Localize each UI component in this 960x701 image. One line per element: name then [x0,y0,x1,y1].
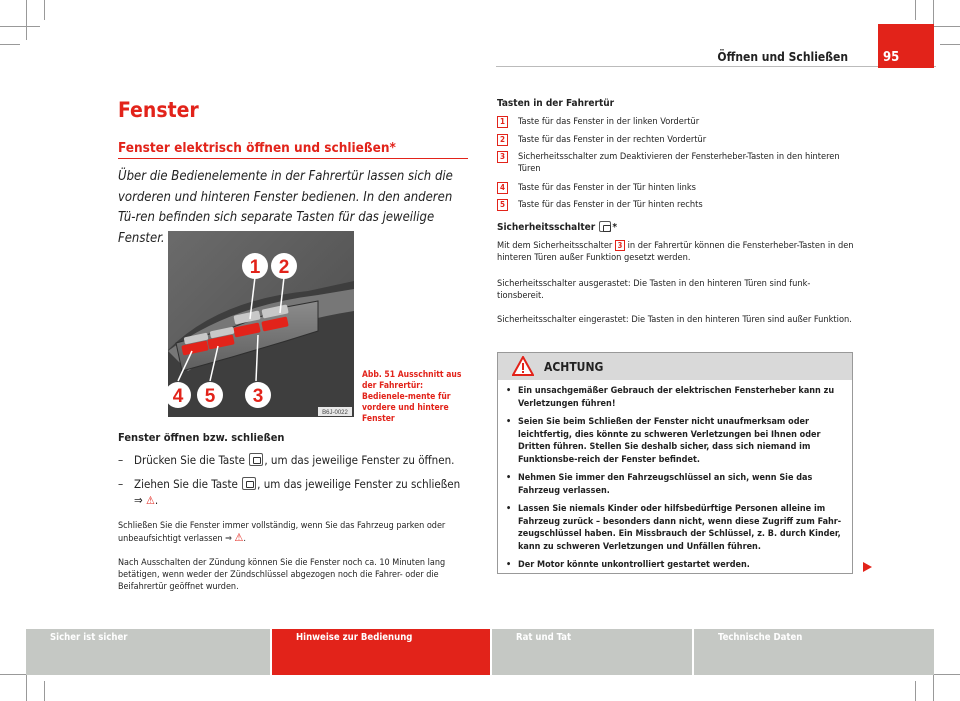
step-close-ref-arrow: ⇒ [134,493,143,507]
figure-code: B6J-0022 [322,410,348,416]
header-rule [496,66,936,67]
door-panel-illustration [168,231,354,417]
legend-item [497,151,857,177]
inline-number: 3 [615,240,625,251]
legend-number: 4 [497,182,508,194]
footer-tab-label: Hinweise zur Bedienung [296,632,413,643]
figure-caption: Abb. 51 Ausschnitt aus der Fahrertür: Bedienele-mente für vordere und hintere Fenster [362,370,462,424]
legend-text: Taste für das Fenster in der Tür hinten rechts [518,199,703,210]
safety-switch-icon [599,221,611,232]
warning-item-text: Ein unsachgemäßer Gebrauch der elektrischen Fensterheber kann zu Verletzungen führen! [518,386,835,409]
window-button-icon [242,477,256,490]
legend-number: 5 [497,199,508,211]
footer-tab-label: Rat und Tat [516,632,572,643]
bullet: • [506,504,512,514]
crop-mark [915,681,916,701]
warning-triangle-icon: ⚠ [145,494,155,507]
close-windows-note-text: Schließen Sie die Fenster immer vollständig, wenn Sie das Fahrzeug parken oder unbeaufsichtigt verlassen [118,521,446,544]
footer-tab-safety[interactable] [26,629,270,675]
legend-text: Taste für das Fenster in der rechten Vordertür [518,134,707,145]
close-windows-note-ref: ⇒ [225,534,232,544]
callout-2: 2 [278,257,290,278]
safety-switch-desc-a: Mit dem Sicherheitsschalter [497,240,613,251]
legend-number: 2 [497,134,508,146]
warning-item-text: Lassen Sie niemals Kinder oder hilfsbedürftige Personen alleine im Fahrzeug zurück – besonders dann nicht, wenn diese Zugriff zum Fahr-zeugschlüssel haben. Ein Missbrauch der Schlüssel, z. B. durch Kinder, kann zu schweren Verletzungen und Unfällen führen. [518,504,842,552]
section-title: Öffnen und Schließen [717,50,848,64]
safety-switch-heading-text: Sicherheitsschalter [497,222,596,233]
legend-text: Taste für das Fenster in der Tür hinten links [518,182,696,193]
step-dash: – [118,477,124,491]
subheading-rule [118,158,468,159]
continued-arrow-icon [863,562,872,572]
warning-label: ACHTUNG [544,360,604,374]
footer-tab-operation[interactable] [272,629,490,675]
ignition-note: Nach Ausschalten der Zündung können Sie die Fenster noch ca. 10 Minuten lang betätigen, wenn weder der Zündschlüssel abgezogen noch die Fahrer- oder die Beifahrertür geöffnet wurden. [118,558,446,592]
legend-number: 1 [497,116,508,128]
window-button-icon [249,453,263,466]
warning-triangle-icon: ⚠ [234,531,244,544]
step-close-text-before: Ziehen Sie die Taste [134,477,238,491]
warning-item [506,385,848,411]
step-open-text-before: Drücken Sie die Taste [134,453,246,467]
page-number: 95 [878,24,934,68]
step-close-ref-end: . [154,493,159,507]
warning-item [506,416,848,467]
warning-box [497,352,853,574]
bullet: • [506,386,512,396]
legend-text: Sicherheitsschalter zum Deaktivieren der Fensterheber-Tasten in den hinteren Türen [518,151,840,174]
intro-text: Über die Bedienelemente in der Fahrertür lassen sich die vorderen und hinteren Fenster bedienen. In den anderen Tü-ren befinden sich separate Tasten für das jeweilige Fenster. [118,169,453,246]
warning-item [506,559,848,572]
footer-tab-label: Sicher ist sicher [50,632,128,643]
safety-switch-description [497,240,857,264]
step-open-text-after: , um das jeweilige Fenster zu öffnen. [264,453,455,467]
crop-mark [940,44,960,45]
warning-item-text: Nehmen Sie immer den Fahrzeugschlüssel an sich, wenn Sie das Fahrzeug verlassen. [518,473,813,496]
section-subheading: Fenster elektrisch öffnen und schließen* [118,140,396,156]
callout-1: 1 [249,257,261,278]
close-windows-note [118,520,468,545]
bullet: • [506,560,512,570]
warning-item-text: Der Motor könnte unkontrolliert gestartet werden. [518,560,750,570]
steps-heading: Fenster öffnen bzw. schließen [118,431,285,444]
buttons-heading: Tasten in der Fahrertür [497,98,615,109]
safety-switch-heading [497,221,617,233]
safety-switch-released: Sicherheitsschalter ausgerastet: Die Tasten in den hinteren Türen sind funk-tionsbereit. [497,278,811,301]
step-close [118,476,478,510]
legend-item [497,134,857,147]
bullet: • [506,417,512,427]
page-heading: Fenster [118,98,199,122]
close-windows-note-end: . [243,534,246,544]
optional-equipment-star: * [612,222,618,233]
legend-item [497,116,857,129]
step-open [118,452,478,470]
step-close-text-after: , um das jeweilige Fenster zu schließen [257,477,461,491]
crop-mark [0,44,20,45]
crop-mark [44,681,45,701]
bullet: • [506,473,512,483]
legend-item [497,199,857,212]
crop-mark [915,0,916,20]
callout-5: 5 [204,386,216,407]
footer-tab-label: Technische Daten [718,632,803,643]
door-panel-figure [168,231,354,417]
crop-mark [44,0,45,20]
safety-switch-engaged: Sicherheitsschalter eingerastet: Die Tasten in den hinteren Türen sind außer Funktion. [497,314,852,325]
legend-number: 3 [497,151,508,163]
legend-item [497,182,857,195]
footer-nav [26,629,934,675]
warning-triangle-icon [512,356,534,376]
warning-header [498,353,852,380]
warning-item-text: Seien Sie beim Schließen der Fenster nicht unaufmerksam oder leichtfertig, dies könnte zu schweren Verletzungen bei Ihnen oder Dritten führen. Stellen Sie deshalb sicher, dass sich niemand im Funktionsbe-reich der Fenster befindet. [518,417,821,465]
step-dash: – [118,453,124,467]
legend-text: Taste für das Fenster in der linken Vordertür [518,116,700,127]
callout-4: 4 [172,386,184,407]
warning-item [506,472,848,498]
crop-mark [0,26,40,27]
footer-tab-technical[interactable] [694,629,934,675]
callout-3: 3 [252,386,264,407]
footer-tab-advice[interactable] [492,629,692,675]
warning-item [506,503,848,554]
safety-switch-desc-b: in der Fahrertür können die Fensterheber-Tasten in den hinteren Türen außer Funktion gesetzt werden. [497,240,854,263]
crop-mark [26,0,27,40]
